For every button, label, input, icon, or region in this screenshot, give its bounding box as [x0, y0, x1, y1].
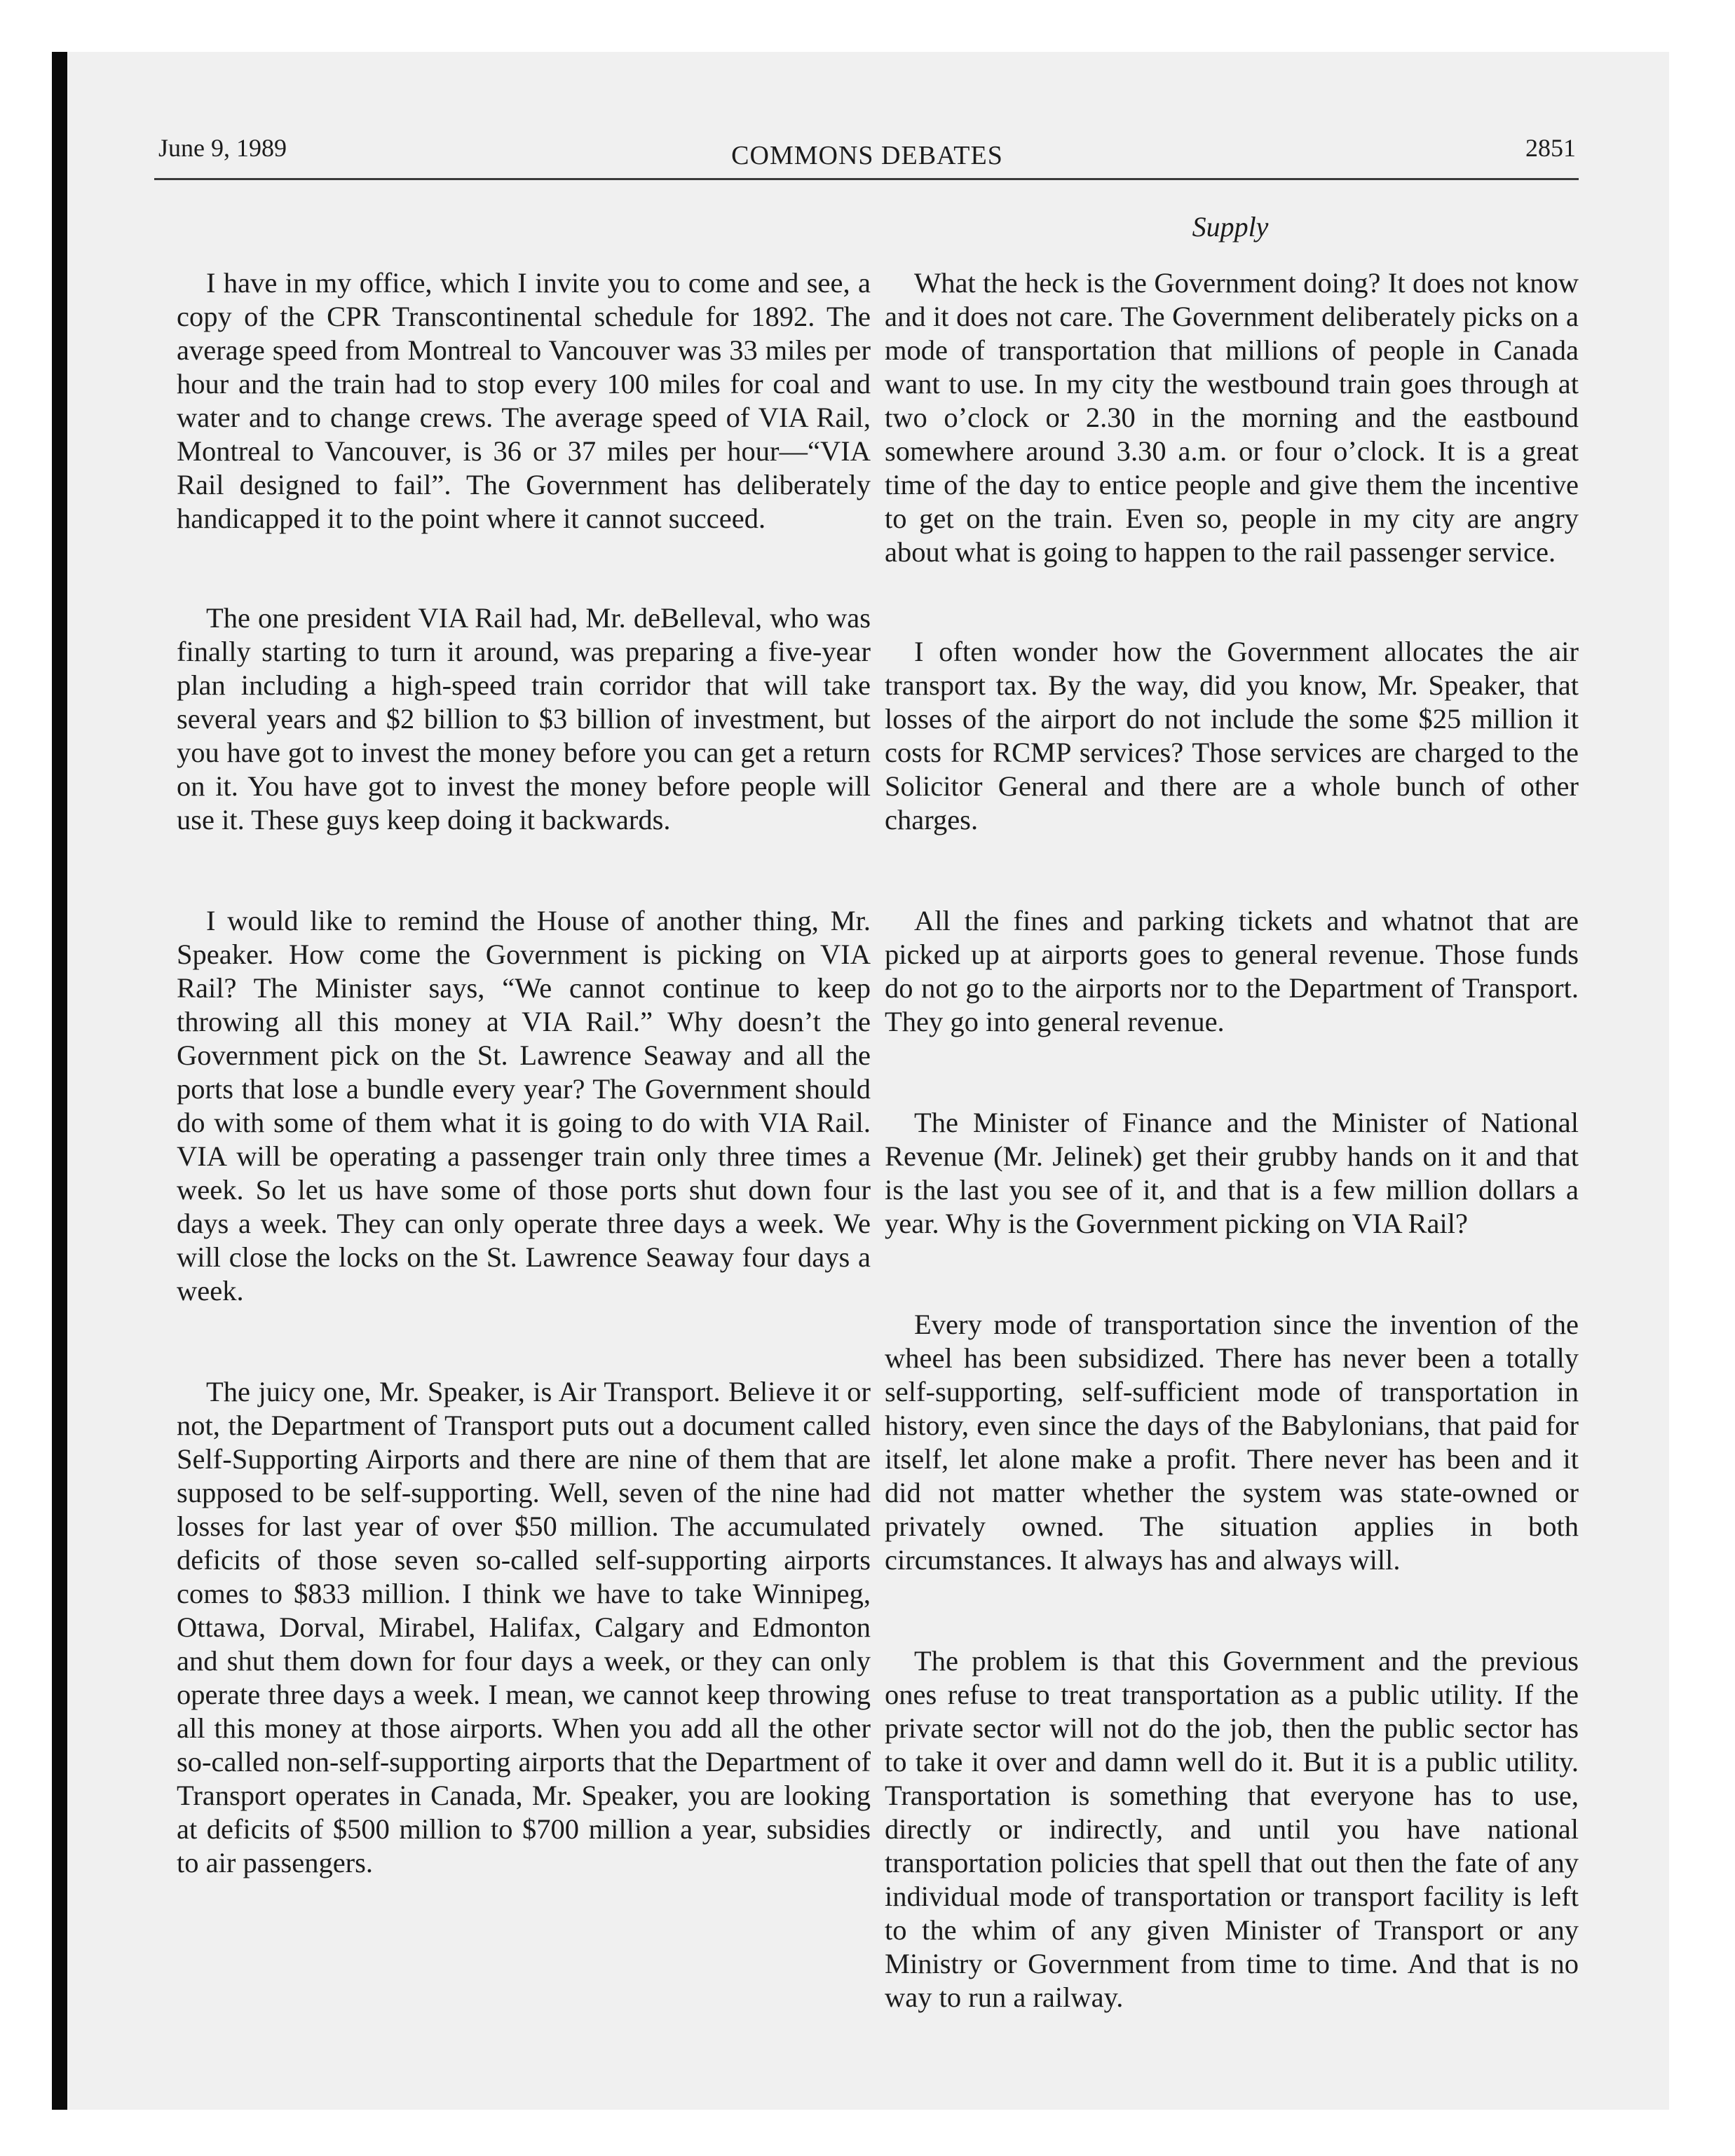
paragraph: The juicy one, Mr. Speaker, is Air Transport. Believe it or not, the Department of Transport puts out a document called Self-Supporting Airports and there are nine of them that are supposed to be self-supporting. Well, seven of the nine had losses for last year of over $50 million. The accumulated deficits of those seven so-called self-supporting airports comes to $833 million. I think we have to take Winnipeg, Ottawa, Dorval, Mirabel, Halifax, Calgary and Edmonton and shut them down for four days a week, or they can only operate three days a week. I mean, we cannot keep throwing all this money at those airports. When you add all the other so-called non-self-supporting airports that the Department of Transport operates in Canada, Mr. Speaker, you are looking at deficits of $500 million to $700 million a year, subsidies to air passengers. [177, 1376, 871, 1878]
paragraph: The one president VIA Rail had, Mr. deBelleval, who was finally starting to turn it around, was preparing a five-year plan including a high-speed train corridor that will take several years and $2 billion to $3 billion of investment, but you have got to invest the money before you can get a return on it. You have got to invest the money before people will use it. These guys keep doing it backwards. [177, 602, 871, 835]
paragraph: I often wonder how the Government allocates the air transport tax. By the way, did you know, Mr. Speaker, that losses of the airport do not include the some $25 million it costs for RCMP services? Those services are charged to the Solicitor General and there are a whole bunch of other charges. [885, 636, 1579, 835]
paragraph: All the fines and parking tickets and whatnot that are picked up at airports goes to general revenue. Those funds do not go to the airports nor to the Department of Transport. They go into general revenue. [885, 905, 1579, 1037]
binding-edge [52, 52, 67, 2110]
page-header [158, 133, 1576, 178]
header-date: June 9, 1989 [158, 134, 287, 162]
paragraph: Every mode of transportation since the invention of the wheel has been subsidized. There has never been a totally self-supporting, self-sufficient mode of transportation in history, even since the days of the Babylonians, that paid for itself, let alone make a profit. There never has been and it did not matter whether the system was state-owned or privately owned. The situation applies in both circumstances. It always has and always will. [885, 1309, 1579, 1576]
section-title: Supply [1192, 211, 1269, 243]
paragraph: The Minister of Finance and the Minister of National Revenue (Mr. Jelinek) get their grubby hands on it and that is the last you see of it, and that is a few million dollars a year. Why is the Government picking on VIA Rail? [885, 1107, 1579, 1239]
header-title: COMMONS DEBATES [731, 141, 1003, 170]
left-column [177, 266, 871, 1880]
paragraph: I have in my office, which I invite you to come and see, a copy of the CPR Transcontinental schedule for 1892. The average speed from Montreal to Vancouver was 33 miles per hour and the train had to stop every 100 miles for coal and water and to change crews. The average speed of VIA Rail, Montreal to Vancouver, is 36 or 37 miles per hour—“VIA Rail designed to fail”. The Government has deliberately handicapped it to the point where it cannot succeed. [177, 267, 871, 534]
right-column [885, 266, 1579, 2014]
header-rule [154, 178, 1579, 180]
paragraph: The problem is that this Government and the previous ones refuse to treat transportation as a public utility. If the private sector will not do the job, then the public sector has to take it over and damn well do it. But it is a public utility. Transportation is something that everyone has to use, directly or indirectly, and until you have national transportation policies that spell that out then the fate of any individual mode of transportation or transport facility is left to the whim of any given Minister of Transport or any Ministry or Government from time to time. And that is no way to run a railway. [885, 1645, 1579, 2013]
paragraph: What the heck is the Government doing? It does not know and it does not care. The Government deliberately picks on a mode of transportation that millions of people in Canada want to use. In my city the westbound train goes through at two o’clock or 2.30 in the morning and the eastbound somewhere around 3.30 a.m. or four o’clock. It is a great time of the day to entice people and give them the incentive to get on the train. Even so, people in my city are angry about what is going to happen to the rail passenger service. [885, 267, 1579, 568]
paragraph: I would like to remind the House of another thing, Mr. Speaker. How come the Government is picking on VIA Rail? The Minister says, “We cannot continue to keep throwing all this money at VIA Rail.” Why doesn’t the Government pick on the St. Lawrence Seaway and all the ports that lose a bundle every year? The Government should do with some of them what it is going to do with VIA Rail. VIA will be operating a passenger train only three times a week. So let us have some of those ports shut down four days a week. They can only operate three days a week. We will close the locks on the St. Lawrence Seaway four days a week. [177, 905, 871, 1306]
page-number: 2851 [1525, 134, 1576, 162]
